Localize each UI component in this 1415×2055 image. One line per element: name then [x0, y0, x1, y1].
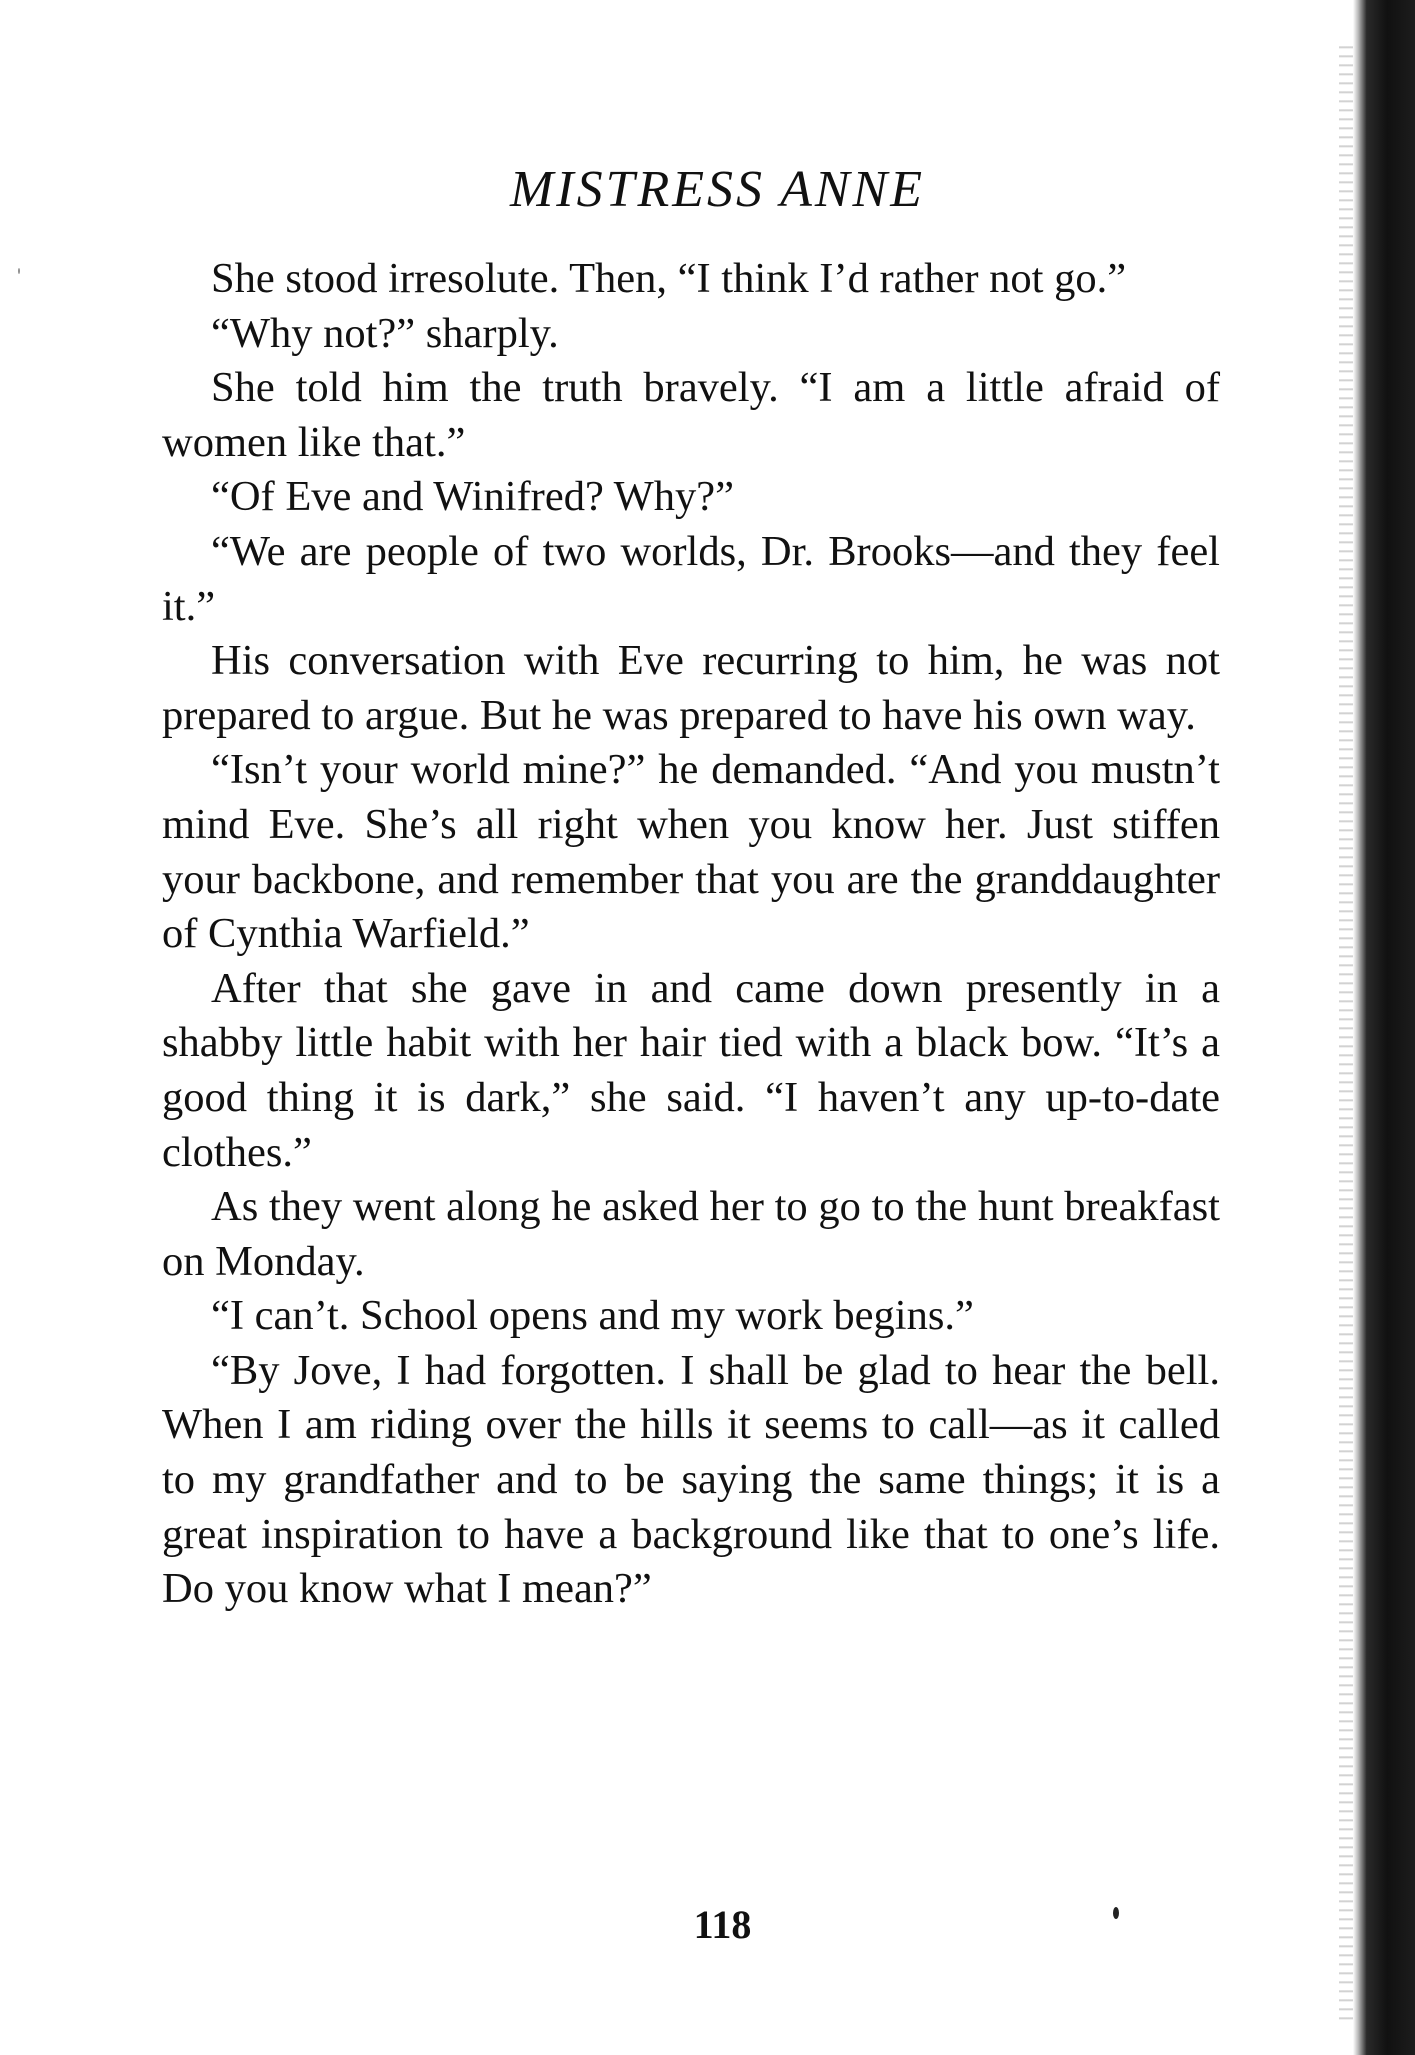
paragraph: After that she gave in and came down presently in a shabby little habit with her hair tied with a black bow. “It’s a good thing it is dark,” she said. “I haven’t any up-to-date clothes.”: [162, 964, 1220, 1176]
paragraph: “I can’t. School opens and my work begins.”: [211, 1292, 974, 1340]
scan-speck: [18, 268, 20, 274]
paragraph: “By Jove, I had forgotten. I shall be glad to hear the bell. When I am riding over the hills it seems to call—as it called to my grandfather and to be saying the same things; it is a great inspiration to have a background like that to one’s life. Do you know what I mean?”: [162, 1346, 1220, 1613]
paragraph: She told him the truth bravely. “I am a little afraid of women like that.”: [162, 364, 1220, 466]
scan-speck: [1113, 1907, 1119, 1919]
paragraph: His conversation with Eve recurring to him, he was not prepared to argue. But he was prepared to have his own way.: [162, 637, 1220, 739]
paragraph: “We are people of two worlds, Dr. Brooks—and they feel it.”: [162, 527, 1220, 630]
scan-shadow: [1339, 40, 1353, 2020]
paragraph: “Of Eve and Winifred? Why?”: [211, 473, 735, 521]
running-head: MISTRESS ANNE: [509, 161, 926, 218]
book-binding-edge: [1353, 0, 1415, 2055]
page-number: 118: [693, 1902, 752, 1947]
paragraph: She stood irresolute. Then, “I think I’d rather not go.”: [211, 255, 1127, 302]
paragraph: “Why not?” sharply.: [211, 309, 559, 357]
paragraph: “Isn’t your world mine?” he demanded. “And you mustn’t mind Eve. She’s all right when you know her. Just stiffen your backbone, and remember that you are the granddaughter of Cynthia Warfield.”: [162, 746, 1220, 958]
body-text: [162, 252, 1220, 1617]
paragraph: As they went along he asked her to go to the hunt breakfast on Monday.: [162, 1183, 1220, 1285]
